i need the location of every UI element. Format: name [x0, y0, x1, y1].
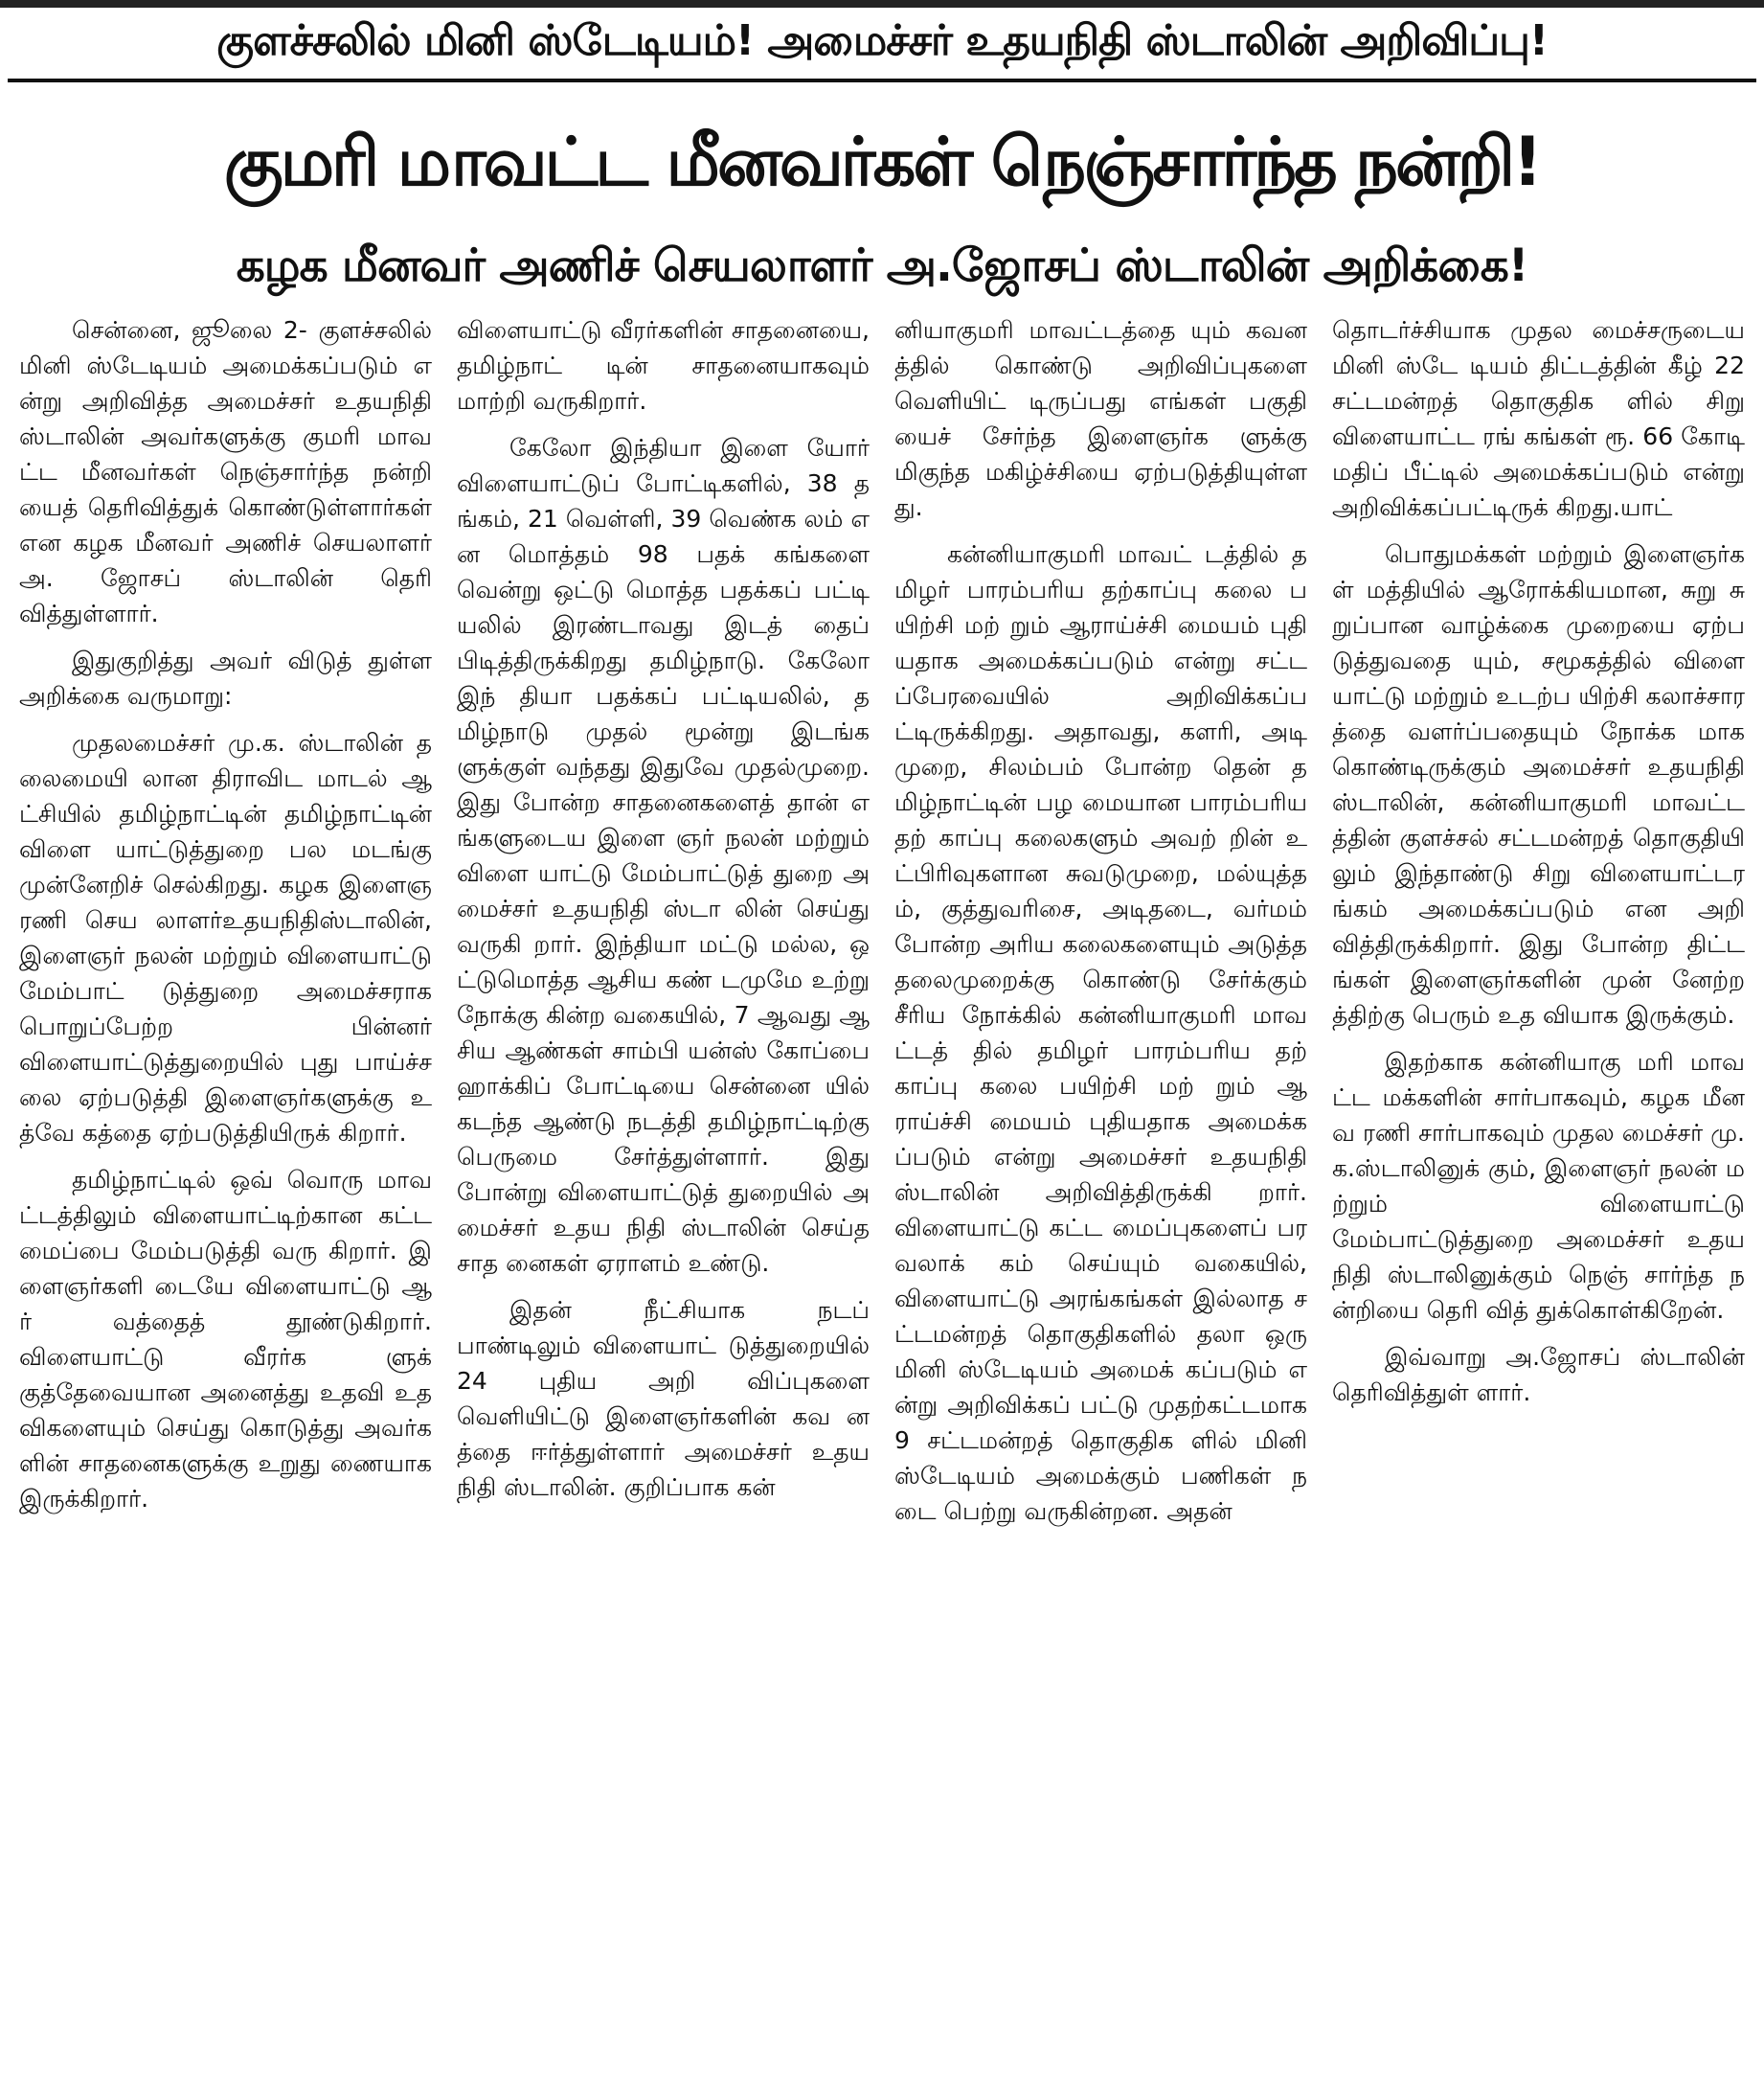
article-paragraph: விளையாட்டு வீரர்களின் சாதனையை, தமிழ்நாட் டின் சாதனையாகவும் மாற்றி வருகிறார்.: [457, 316, 870, 415]
article-paragraph: முதலமைச்சர் மு.க. ஸ்டாலின் தலைமையி லான திராவிட மாடல் ஆட்சியில் தமிழ்நாட்டின் தமிழ்நாட்டின் விளை யாட்டுத்துறை பல மடங்கு முன்னேறிச் செல்கிறது. கழக இளைஞரணி செய லாளர்உதயநிதிஸ்டாலின், இளைஞர் நலன் மற்றும் விளையாட்டு மேம்பாட் டுத்துறை அமைச்சராக பொறுப்பேற்ற பின்னர் விளையாட்டுத்துறையில் புது பாய்ச்சலை ஏற்படுத்தி இளைஞர்களுக்கு உத்வே கத்தை ஏற்படுத்தியிருக் கிறார்.: [19, 729, 432, 1147]
article-column-2: [457, 312, 870, 2090]
article-paragraph: சென்னை, ஜூலை 2- குளச்சலில் மினி ஸ்டேடியம் அமைக்கப்படும் என்று அறிவித்த அமைச்சர் உதயநிதி ஸ்டாலின் அவர்களுக்கு குமரி மாவட்ட மீனவர்கள் நெஞ்சார்ந்த நன்றி யைத் தெரிவித்துக் கொண்டுள்ளார்கள் என கழக மீனவர் அணிச் செயலாளர் அ. ஜோசப் ஸ்டாலின் தெரி வித்துள்ளார்.: [19, 316, 432, 627]
article-paragraph: இதுகுறித்து அவர் விடுத் துள்ள அறிக்கை வருமாறு:: [19, 647, 432, 710]
article-paragraph: னியாகுமரி மாவட்டத்தை யும் கவனத்தில் கொண்டு அறிவிப்புகளை வெளியிட் டிருப்பது எங்கள் பகுதி யைச் சேர்ந்த இளைஞர்க ளுக்கு மிகுந்த மகிழ்ச்சியை ஏற்படுத்தியுள்ளது.: [894, 316, 1307, 521]
kicker-headline: குளச்சலில் மினி ஸ்டேடியம்! அமைச்சர் உதயநிதி ஸ்டாலின் அறிவிப்பு!: [216, 16, 1548, 65]
article-paragraph: தொடர்ச்சியாக முதல மைச்சருடைய மினி ஸ்டே டியம் திட்டத்தின் கீழ் 22 சட்டமன்றத் தொகுதிக ளில் சிறு விளையாட்ட ரங் கங்கள் ரூ. 66 கோடி மதிப் பீட்டில் அமைக்கப்படும் என்று அறிவிக்கப்பட்டிருக் கிறது.யாட்: [1332, 316, 1745, 521]
article-paragraph: இதன் நீட்சியாக நடப் பாண்டிலும் விளையாட் டுத்துறையில் 24 புதிய அறி விப்புகளை வெளியிட்டு இளைஞர்களின் கவ னத்தை ஈர்த்துள்ளார் அமைச்சர் உதயநிதி ஸ்டாலின். குறிப்பாக கன்: [457, 1296, 870, 1501]
article-paragraph: கேலோ இந்தியா இளை யோர் விளையாட்டுப் போட்டிகளில், 38 தங்கம், 21 வெள்ளி, 39 வெண்க லம் என மொத்தம் 98 பதக் கங்களை வென்று ஒட்டு மொத்த பதக்கப் பட்டி யலில் இரண்டாவது இடத் தைப் பிடித்திருக்கிறது தமிழ்நாடு. கேலோ இந் தியா பதக்கப் பட்டியலில், தமிழ்நாடு முதல் மூன்று இடங்களுக்குள் வந்தது இதுவே முதல்முறை. இது போன்ற சாதனைகளைத் தான் எங்களுடைய இளை ஞர் நலன் மற்றும் விளை யாட்டு மேம்பாட்டுத் துறை அமைச்சர் உதயநிதி ஸ்டா லின் செய்து வருகி றார். இந்தியா மட்டு மல்ல, ஒட்டுமொத்த ஆசிய கண் டமுமே உற்று நோக்கு கின்ற வகையில், 7 ஆவது ஆசிய ஆண்கள் சாம்பி யன்ஸ் கோப்பை ஹாக்கிப் போட்டியை சென்னை யில் கடந்த ஆண்டு நடத்தி தமிழ்நாட்டிற்கு பெருமை சேர்த்துள்ளார். இது போன்று விளையாட்டுத் துறையில் அமைச்சர் உதய நிதி ஸ்டாலின் செய்த சாத னைகள் ஏராளம் உண்டு.: [457, 434, 870, 1277]
top-rule: [0, 0, 1764, 8]
article-column-1: [19, 312, 432, 2090]
kicker-divider: [8, 79, 1756, 82]
article-column-3: [894, 312, 1307, 2090]
article-column-4: [1332, 312, 1745, 2090]
article-paragraph: கன்னியாகுமரி மாவட் டத்தில் தமிழர் பாரம்பரிய தற்காப்பு கலை பயிற்சி மற் றும் ஆராய்ச்சி மையம் புதி யதாக அமைக்கப்படும் என்று சட்டப்பேரவையில் அறிவிக்கப்பட்டிருக்கிறது. அதாவது, களரி, அடி முறை, சிலம்பம் போன்ற தென் தமிழ்நாட்டின் பழ மையான பாரம்பரிய தற் காப்பு கலைகளும் அவற் றின் உட்பிரிவுகளான சுவடுமுறை, மல்யுத்தம், குத்துவரிசை, அடிதடை, வர்மம் போன்ற அரிய கலைகளையும் அடுத்த தலைமுறைக்கு கொண்டு சேர்க்கும் சீரிய நோக்கில் கன்னியாகுமரி மாவட்டத் தில் தமிழர் பாரம்பரிய தற் காப்பு கலை பயிற்சி மற் றும் ஆராய்ச்சி மையம் புதியதாக அமைக்கப்படும் என்று அமைச்சர் உதயநிதி ஸ்டாலின் அறிவித்திருக்கி றார். விளையாட்டு கட்ட மைப்புகளைப் பரவலாக் கம் செய்யும் வகையில், விளையாட்டு அரங்கங்கள் இல்லாத சட்டமன்றத் தொகுதிகளில் தலா ஒரு மினி ஸ்டேடியம் அமைக் கப்படும் என்று அறிவிக்கப் பட்டு முதற்கட்டமாக 9 சட்டமன்றத் தொகுதிக ளில் மினி ஸ்டேடியம் அமைக்கும் பணிகள் நடை பெற்று வருகின்றன. அதன்: [894, 540, 1307, 1525]
article-body: [19, 312, 1745, 2090]
article-paragraph: தமிழ்நாட்டில் ஒவ் வொரு மாவட்டத்திலும் விளையாட்டிற்கான கட்ட மைப்பை மேம்படுத்தி வரு கிறார். இளைஞர்களி டையே விளையாட்டு ஆர் வத்தைத் தூண்டுகிறார். விளையாட்டு வீரர்க ளுக் குத்தேவையான அனைத்து உதவி உதவிகளையும் செய்து கொடுத்து அவர்க ளின் சாதனைகளுக்கு உறுது ணையாக இருக்கிறார்.: [19, 1166, 432, 1513]
article-paragraph: பொதுமக்கள் மற்றும் இளைஞர்கள் மத்தியில் ஆரோக்கியமான, சுறு சு றுப்பான வாழ்க்கை முறையை ஏற்படுத்துவதை யும், சமூகத்தில் விளை யாட்டு மற்றும் உடற்ப யிற்சி கலாச்சாரத்தை வளர்ப்பதையும் நோக்க மாக கொண்டிருக்கும் அமைச்சர் உதயநிதி ஸ்டாலின், கன்னியாகுமரி மாவட்டத்தின் குளச்சல் சட்டமன்றத் தொகுதியி லும் இந்தாண்டு சிறு விளையாட்டரங்கம் அமைக்கப்படும் என அறி வித்திருக்கிறார். இது போன்ற திட்டங்கள் இளைஞர்களின் முன் னேற்றத்திற்கு பெரும் உத வியாக இருக்கும்.: [1332, 540, 1745, 1029]
article-paragraph: இவ்வாறு அ.ஜோசப் ஸ்டாலின் தெரிவித்துள் ளார்.: [1332, 1343, 1745, 1406]
article-paragraph: இதற்காக கன்னியாகு மரி மாவட்ட மக்களின் சார்பாகவும், கழக மீனவ ரணி சார்பாகவும் முதல மைச்சர் மு.க.ஸ்டாலினுக் கும், இளைஞர் நலன் மற்றும் விளையாட்டு மேம்பாட்டுத்துறை அமைச்சர் உதயநிதி ஸ்டாலினுக்கும் நெஞ் சார்ந்த நன்றியை தெரி வித் துக்கொள்கிறேன்.: [1332, 1048, 1745, 1324]
main-headline: குமரி மாவட்ட மீனவர்கள் நெஞ்சார்ந்த நன்றி!: [223, 123, 1541, 201]
sub-headline: கழக மீனவர் அணிச் செயலாளர் அ.ஜோசப் ஸ்டாலின் அறிக்கை!: [236, 239, 1528, 292]
